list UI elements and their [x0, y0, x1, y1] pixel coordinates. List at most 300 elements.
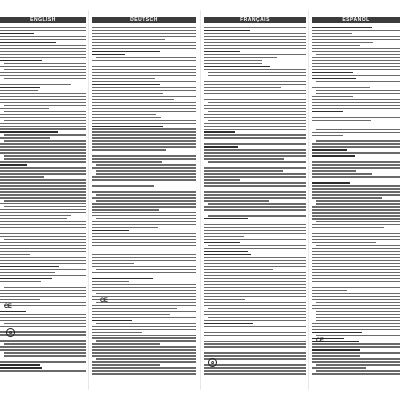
text-line	[204, 281, 306, 282]
text-line	[312, 236, 400, 237]
text-line	[92, 167, 196, 168]
text-line	[204, 341, 306, 342]
text-line	[0, 209, 86, 210]
text-line	[204, 275, 306, 276]
text-line	[204, 272, 306, 273]
text-line	[316, 93, 400, 94]
text-line	[92, 314, 170, 315]
text-line	[316, 200, 400, 201]
text-line	[0, 293, 86, 294]
text-line	[204, 51, 240, 52]
text-line	[204, 27, 306, 28]
text-line	[92, 93, 163, 94]
text-line	[204, 349, 306, 351]
text-line	[312, 108, 400, 109]
text-line	[204, 36, 306, 37]
text-line	[96, 57, 196, 58]
text-line	[92, 373, 196, 374]
column-text-block	[0, 27, 86, 380]
text-line	[0, 99, 86, 100]
text-line	[204, 314, 306, 315]
text-line	[312, 182, 350, 183]
text-line	[312, 111, 343, 112]
text-line	[204, 200, 269, 201]
text-line	[92, 299, 196, 300]
text-line	[92, 212, 196, 213]
text-line	[92, 185, 154, 186]
text-line	[0, 39, 86, 40]
text-line	[4, 352, 86, 353]
text-line	[92, 182, 196, 184]
text-line	[204, 48, 306, 49]
text-line	[204, 358, 306, 359]
text-line	[312, 188, 400, 189]
text-line	[0, 87, 40, 88]
text-line	[312, 332, 362, 333]
text-line	[312, 72, 353, 73]
text-line	[96, 340, 196, 341]
text-line	[92, 179, 196, 180]
text-line	[0, 266, 59, 267]
text-line	[204, 260, 306, 261]
text-line	[92, 188, 196, 190]
text-line	[204, 230, 306, 231]
text-line	[0, 221, 86, 222]
text-line	[92, 69, 196, 70]
column-heading: DEUTSCH	[92, 17, 196, 23]
text-line	[204, 254, 251, 255]
text-line	[4, 134, 86, 135]
text-line	[208, 120, 306, 121]
text-line	[0, 128, 86, 129]
text-line	[312, 161, 400, 162]
page-fold-3	[308, 10, 309, 390]
text-line	[204, 126, 306, 127]
text-line	[316, 140, 400, 141]
text-line	[204, 78, 306, 80]
text-line	[312, 158, 400, 160]
text-line	[92, 230, 129, 231]
text-line	[92, 161, 162, 162]
text-line	[0, 33, 34, 34]
text-line	[0, 197, 86, 198]
text-line	[204, 194, 306, 195]
text-line	[312, 257, 400, 258]
text-line	[0, 27, 86, 28]
text-line	[204, 137, 306, 138]
text-line	[312, 209, 400, 210]
text-line	[204, 302, 306, 303]
column-heading: FRANÇAIS	[204, 17, 306, 23]
text-line	[4, 305, 86, 306]
text-line	[4, 140, 86, 141]
text-line	[208, 102, 306, 103]
text-line	[92, 108, 196, 109]
text-line	[0, 75, 86, 76]
text-line	[4, 287, 86, 288]
text-line	[204, 251, 248, 252]
text-line	[204, 343, 306, 344]
text-line	[92, 317, 196, 318]
text-line	[92, 236, 196, 237]
text-line	[312, 66, 400, 67]
text-line	[312, 254, 400, 255]
text-line	[316, 317, 400, 318]
text-line	[204, 224, 306, 225]
text-line	[204, 167, 306, 168]
text-line	[204, 329, 306, 331]
text-line	[312, 263, 400, 264]
text-line	[312, 299, 400, 300]
text-line	[312, 114, 400, 116]
text-line	[316, 81, 400, 82]
text-line	[92, 75, 196, 76]
column-deutsch	[92, 0, 196, 400]
text-line	[0, 176, 44, 177]
text-line	[204, 39, 306, 40]
text-line	[312, 293, 400, 294]
text-line	[0, 314, 86, 315]
text-line	[312, 36, 400, 37]
text-line	[4, 158, 86, 159]
text-line	[0, 284, 86, 286]
text-line	[0, 137, 50, 138]
text-line	[204, 191, 306, 192]
text-line	[0, 349, 86, 350]
text-line	[204, 188, 306, 190]
text-line	[312, 349, 360, 350]
text-line	[204, 338, 306, 340]
text-line	[0, 224, 86, 225]
text-line	[312, 146, 400, 147]
text-line	[204, 367, 306, 368]
text-line	[92, 257, 196, 258]
text-line	[312, 224, 400, 225]
text-line	[0, 161, 86, 162]
text-line	[204, 185, 306, 186]
text-line	[0, 212, 86, 213]
text-line	[316, 364, 400, 365]
text-line	[312, 60, 400, 61]
text-line	[0, 278, 52, 279]
text-line	[312, 296, 400, 297]
text-line	[204, 30, 250, 31]
text-line	[0, 72, 86, 73]
text-line	[312, 266, 400, 267]
text-line	[0, 45, 86, 46]
text-line	[92, 305, 196, 306]
text-line	[92, 27, 196, 28]
text-line	[312, 105, 400, 106]
text-line	[312, 194, 400, 195]
text-line	[92, 143, 196, 144]
text-line	[204, 305, 306, 306]
text-line	[96, 293, 196, 294]
text-line	[204, 263, 306, 264]
text-line	[312, 367, 366, 368]
text-line	[208, 245, 306, 246]
text-line	[312, 48, 400, 49]
text-line	[312, 343, 400, 344]
text-line	[92, 60, 196, 61]
column-heading: ENGLISH	[0, 17, 86, 23]
text-line	[204, 197, 306, 198]
text-line	[0, 117, 86, 118]
text-line	[204, 311, 306, 312]
text-line	[0, 182, 86, 183]
text-line	[0, 36, 86, 37]
text-line	[0, 263, 86, 264]
text-line	[4, 323, 86, 324]
text-line	[92, 254, 196, 255]
text-line	[312, 132, 400, 133]
text-line	[204, 108, 306, 109]
text-line	[92, 39, 165, 40]
text-line	[92, 364, 160, 365]
text-line	[208, 75, 306, 76]
text-line	[0, 179, 86, 180]
column-francais	[204, 0, 306, 400]
text-line	[92, 335, 196, 336]
text-line	[92, 114, 156, 115]
text-line	[204, 99, 306, 100]
text-line	[208, 161, 306, 162]
text-line	[312, 206, 400, 207]
text-line	[92, 311, 196, 312]
text-line	[204, 332, 306, 333]
text-line	[0, 236, 86, 237]
text-line	[92, 352, 196, 353]
text-line	[0, 260, 86, 261]
text-line	[204, 105, 306, 106]
text-line	[92, 48, 196, 49]
text-line	[204, 364, 306, 365]
text-line	[92, 45, 196, 46]
text-line	[204, 242, 240, 243]
text-line	[92, 176, 196, 177]
text-line	[204, 60, 262, 61]
text-line	[204, 129, 306, 130]
text-line	[0, 215, 71, 216]
text-line	[312, 167, 400, 168]
text-line	[204, 206, 306, 207]
text-line	[4, 111, 86, 112]
text-line	[92, 263, 134, 264]
text-line	[204, 266, 306, 267]
text-line	[0, 346, 86, 347]
text-line	[0, 146, 86, 147]
text-line	[312, 99, 400, 100]
text-line	[312, 326, 400, 327]
text-line	[0, 203, 86, 204]
text-line	[204, 287, 306, 288]
text-line	[312, 42, 373, 43]
text-line	[312, 39, 400, 40]
text-line	[312, 361, 400, 362]
text-line	[208, 72, 306, 73]
text-line	[204, 179, 240, 180]
text-line	[312, 135, 343, 136]
text-line	[312, 230, 400, 232]
text-line	[0, 143, 86, 144]
text-line	[92, 343, 160, 344]
text-line	[312, 137, 400, 139]
text-line	[92, 248, 196, 250]
text-line	[92, 66, 196, 67]
text-line	[92, 63, 196, 65]
text-line	[92, 105, 196, 106]
text-line	[316, 203, 400, 204]
text-line	[92, 308, 177, 309]
text-line	[92, 290, 196, 291]
text-line	[92, 134, 196, 135]
text-line	[312, 358, 400, 359]
text-line	[0, 96, 86, 97]
text-line	[312, 284, 400, 286]
text-line	[316, 370, 400, 371]
text-line	[312, 126, 400, 128]
text-line	[0, 173, 86, 174]
text-line	[312, 69, 400, 70]
text-line	[92, 239, 196, 240]
text-line	[204, 233, 306, 234]
column-text-block	[312, 27, 400, 380]
text-line	[312, 27, 372, 28]
text-line	[92, 197, 196, 198]
text-line	[0, 84, 71, 85]
text-line	[312, 120, 371, 121]
text-line	[0, 242, 86, 243]
text-line	[92, 272, 196, 273]
text-line	[4, 206, 86, 207]
text-line	[0, 102, 86, 103]
text-line	[312, 287, 400, 288]
text-line	[312, 30, 400, 31]
text-line	[96, 200, 196, 201]
text-line	[0, 281, 41, 282]
text-line	[204, 355, 306, 356]
text-line	[312, 191, 400, 192]
text-line	[204, 84, 306, 85]
text-line	[0, 230, 86, 232]
text-line	[204, 227, 306, 228]
text-line	[0, 272, 55, 273]
text-line	[92, 84, 160, 85]
text-line	[0, 191, 86, 192]
text-line	[0, 188, 86, 189]
text-line	[0, 170, 86, 171]
text-line	[0, 364, 40, 365]
text-line	[92, 278, 153, 279]
text-line	[4, 343, 86, 344]
text-line	[312, 251, 400, 252]
text-line	[204, 45, 306, 46]
text-line	[0, 358, 86, 360]
text-line	[312, 373, 400, 374]
text-line	[312, 323, 400, 324]
text-line	[312, 78, 356, 79]
text-line	[92, 36, 196, 37]
page-fold-1	[88, 10, 89, 390]
text-line	[204, 134, 306, 135]
text-line	[312, 75, 400, 76]
text-line	[96, 218, 196, 219]
text-line	[0, 302, 86, 303]
text-line	[92, 90, 196, 91]
text-line	[204, 284, 306, 285]
text-line	[204, 131, 235, 132]
text-line	[4, 155, 86, 156]
text-line	[312, 329, 400, 330]
ce-mark: CE	[316, 338, 324, 344]
text-line	[4, 63, 86, 64]
text-line	[92, 72, 196, 73]
text-line	[0, 57, 86, 58]
text-line	[0, 51, 86, 52]
text-line	[0, 149, 86, 150]
text-line	[316, 129, 400, 130]
text-line	[96, 194, 196, 195]
text-line	[312, 281, 400, 282]
text-line	[0, 299, 40, 300]
text-line	[204, 320, 306, 321]
text-line	[92, 158, 196, 159]
text-line	[96, 170, 196, 171]
text-line	[92, 126, 163, 127]
text-line	[0, 123, 86, 124]
text-line	[92, 203, 196, 204]
text-line	[92, 81, 196, 82]
text-line	[4, 200, 86, 201]
text-line	[208, 215, 306, 216]
text-line	[96, 302, 196, 303]
text-line	[0, 361, 86, 362]
text-line	[204, 158, 284, 159]
text-line	[312, 45, 360, 46]
text-line	[92, 227, 158, 228]
text-line	[92, 155, 196, 156]
text-line	[204, 352, 306, 353]
text-line	[312, 170, 356, 171]
text-line	[92, 99, 174, 100]
text-line	[204, 123, 306, 124]
text-line	[92, 149, 166, 150]
text-line	[312, 117, 400, 118]
text-line	[204, 323, 253, 324]
text-line	[92, 221, 196, 222]
text-line	[92, 123, 196, 124]
text-line	[4, 355, 86, 356]
text-line	[92, 42, 196, 43]
text-line	[0, 164, 27, 165]
text-line	[92, 120, 196, 121]
text-line	[0, 30, 86, 31]
text-line	[312, 272, 400, 273]
text-line	[312, 239, 400, 240]
recycling-logo-icon: ♻	[208, 358, 217, 367]
text-line	[92, 96, 196, 97]
text-line	[312, 96, 353, 97]
text-line	[0, 233, 86, 234]
text-line	[204, 149, 306, 150]
text-line	[204, 290, 306, 291]
text-line	[96, 173, 196, 174]
text-line	[312, 152, 400, 153]
text-line	[204, 96, 306, 98]
text-line	[312, 308, 400, 309]
text-line	[312, 164, 400, 165]
text-line	[204, 114, 306, 115]
